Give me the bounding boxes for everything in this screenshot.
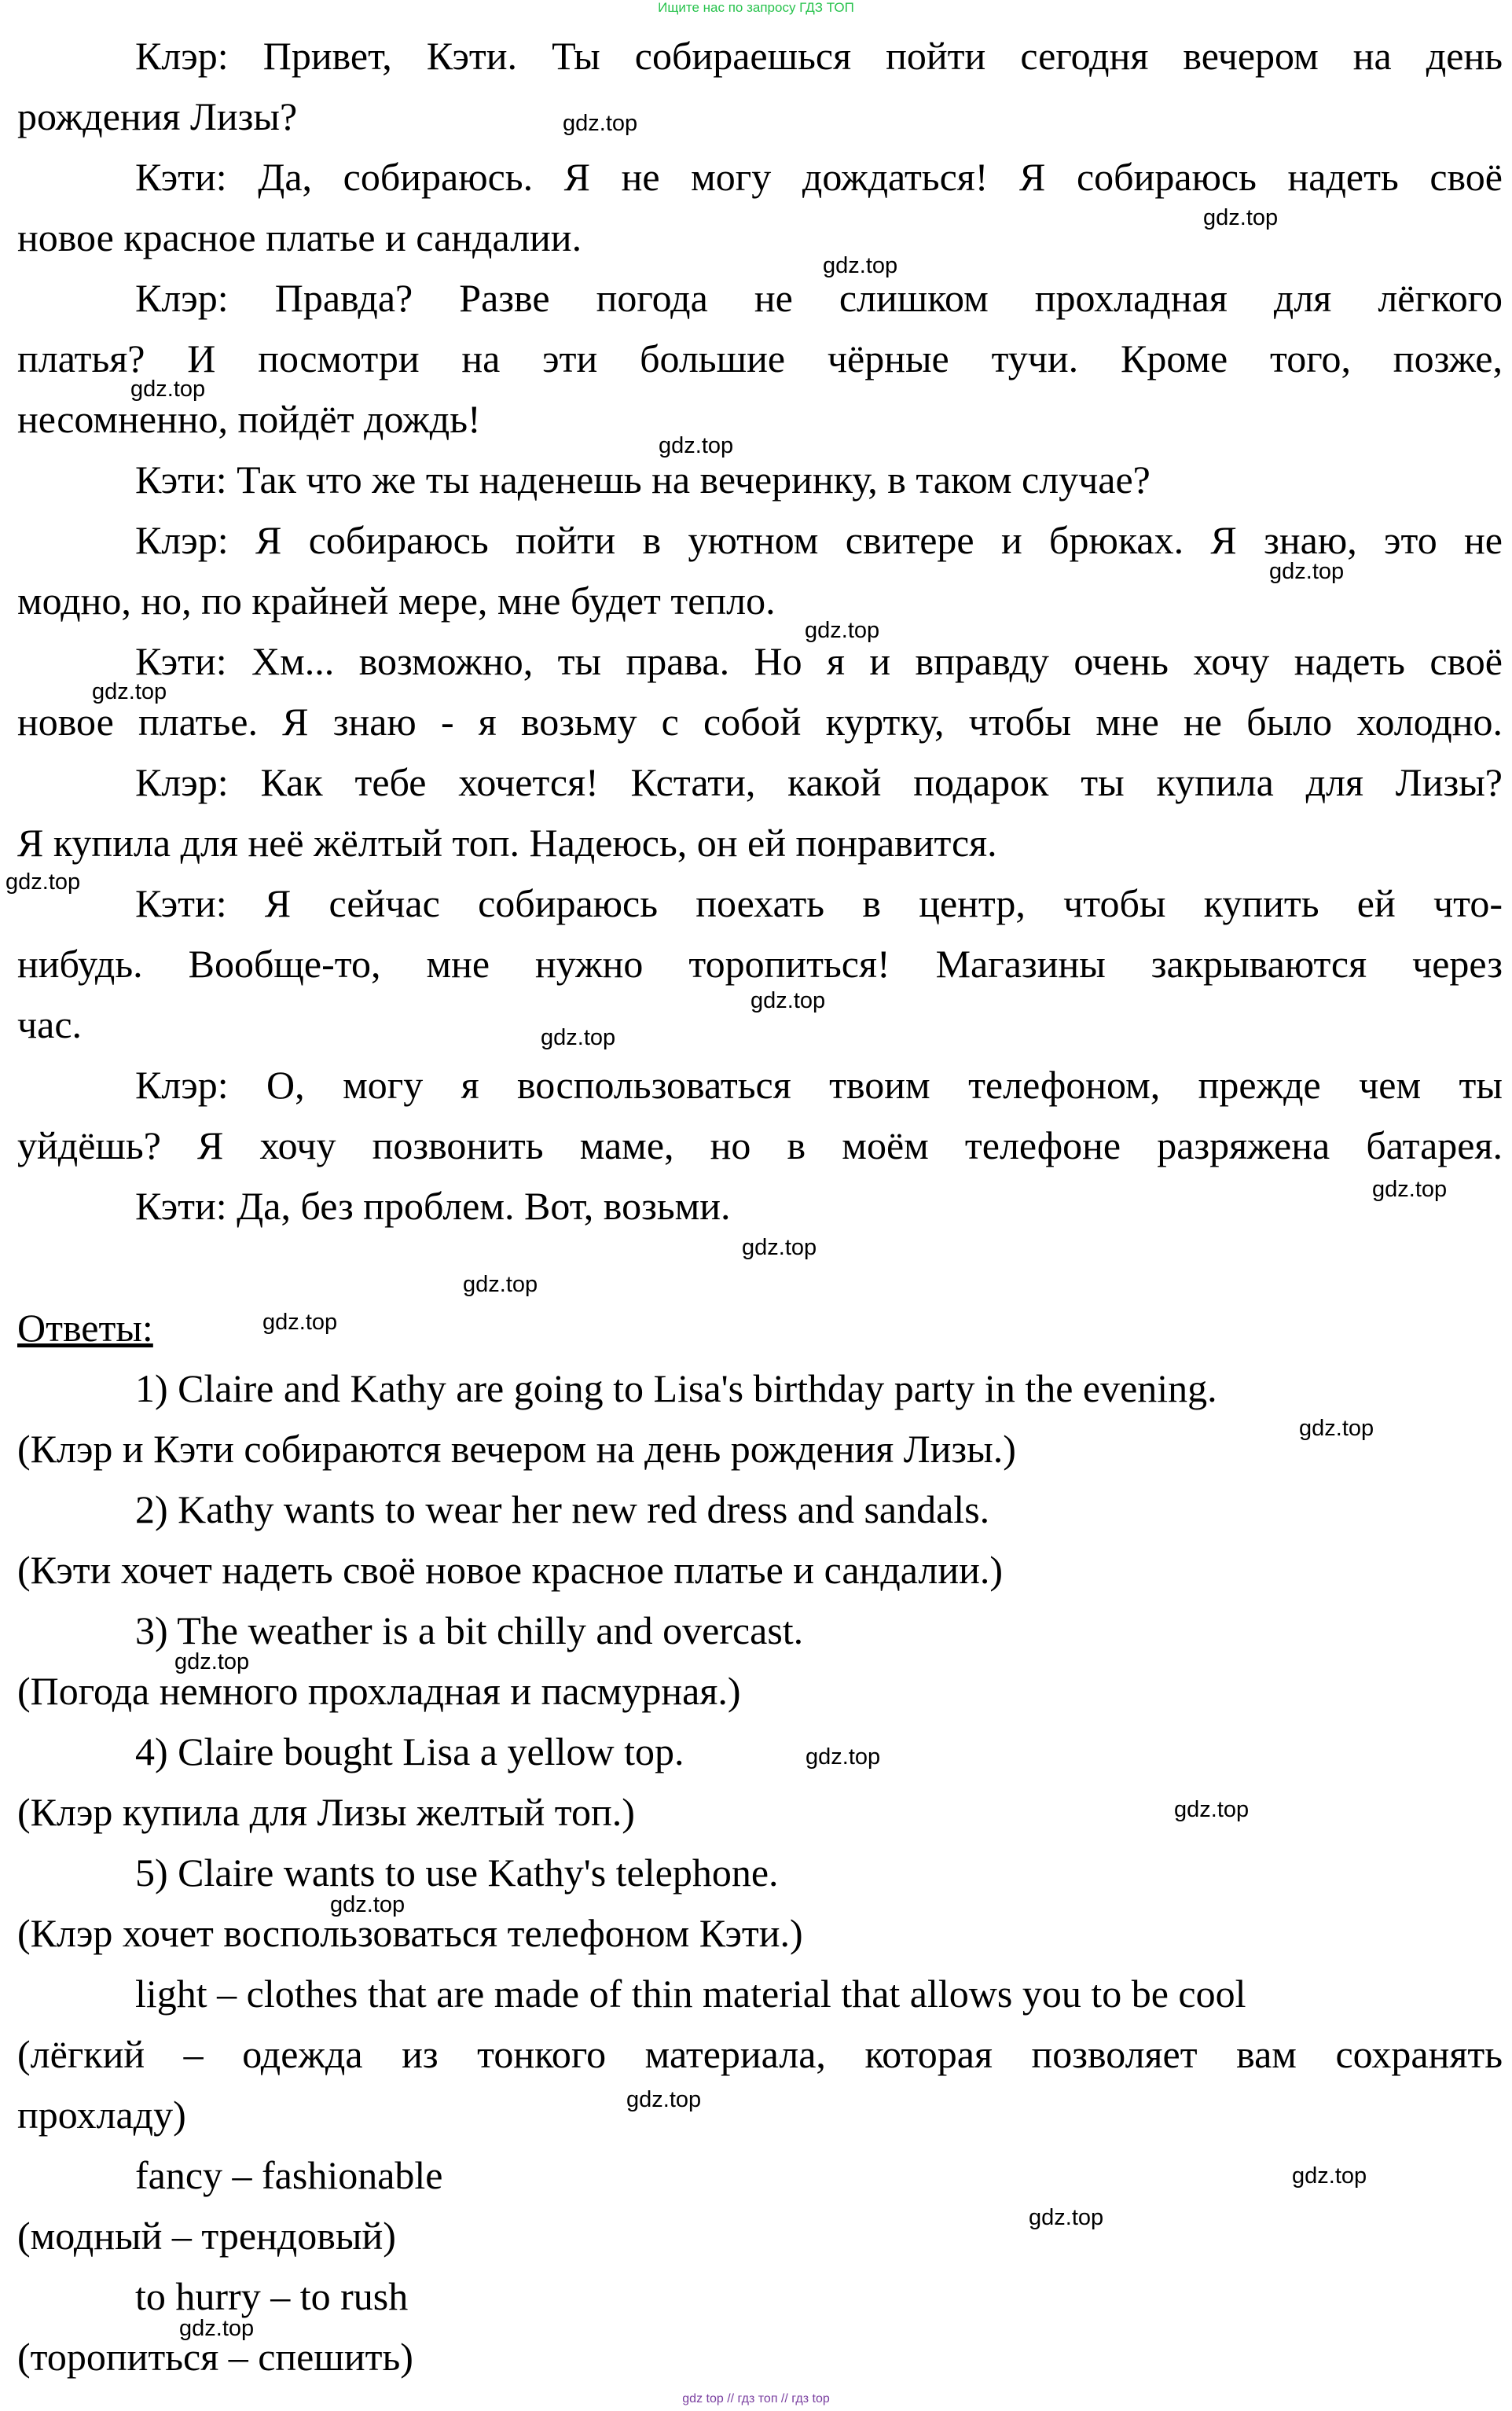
vocab-line: to hurry – to rush — [135, 2274, 409, 2318]
watermark-text: gdz.top — [805, 618, 880, 643]
dialogue-line: Я купила для неё жёлтый топ. Надеюсь, он ей понравится. — [17, 821, 997, 865]
dialogue-line: Кэти: Хм... возможно, ты права. Но я и вправду очень хочу надеть своё — [135, 639, 1503, 683]
answer-line: 3) The weather is a bit chilly and overcast. — [135, 1608, 804, 1652]
watermark-text: gdz.top — [626, 2087, 702, 2112]
vocab-line: (торопиться – спешить) — [17, 2335, 413, 2379]
dialogue-line: Кэти: Да, без проблем. Вот, возьми. — [135, 1184, 731, 1228]
answer-line: (Кэти хочет надеть своё новое красное платье и сандалии.) — [17, 1548, 1004, 1592]
vocab-line: fancy – fashionable — [135, 2153, 443, 2197]
watermark-text: gdz.top — [742, 1235, 817, 1260]
dialogue-line: Клэр: Привет, Кэти. Ты собираешься пойти сегодня вечером на день — [135, 34, 1503, 78]
answer-line: (Клэр хочет воспользоваться телефоном Кэти.) — [17, 1911, 803, 1955]
watermark-text: gdz.top — [563, 111, 638, 136]
vocab-line: прохладу) — [17, 2093, 186, 2137]
dialogue-line: новое платье. Я знаю - я возьму с собой куртку, чтобы мне не было холодно. — [17, 700, 1503, 744]
dialogue-line: Клэр: Я собираюсь пойти в уютном свитере и брюках. Я знаю, это не — [135, 518, 1503, 562]
watermark-text: gdz.top — [823, 253, 898, 278]
vocab-line: light – clothes that are made of thin material that allows you to be cool — [135, 1972, 1246, 2016]
answer-line: 4) Claire bought Lisa a yellow top. — [135, 1729, 684, 1773]
answer-line: (Клэр и Кэти собираются вечером на день рождения Лизы.) — [17, 1427, 1016, 1471]
dialogue-line: Кэти: Так что же ты наденешь на вечеринку, в таком случае? — [135, 458, 1151, 502]
watermark-text: gdz.top — [130, 377, 206, 402]
vocab-line: (лёгкий – одежда из тонкого материала, которая позволяет вам сохранять — [17, 2032, 1503, 2076]
header-note: Ищите нас по запросу ГДЗ ТОП — [658, 0, 854, 15]
answer-line: (Погода немного прохладная и пасмурная.) — [17, 1669, 741, 1713]
footer-note: gdz top // гдз топ // гдз top — [682, 2392, 830, 2405]
watermark-text: gdz.top — [6, 869, 81, 895]
dialogue-line: новое красное платье и сандалии. — [17, 215, 582, 259]
dialogue-line: уйдёшь? Я хочу позвонить маме, но в моём телефоне разряжена батарея. — [17, 1123, 1503, 1167]
watermark-text: gdz.top — [1299, 1416, 1374, 1441]
dialogue-line: модно, но, по крайней мере, мне будет тепло. — [17, 579, 776, 623]
answer-line: 2) Kathy wants to wear her new red dress and sandals. — [135, 1487, 990, 1531]
watermark-text: gdz.top — [1174, 1797, 1250, 1822]
watermark-text: gdz.top — [806, 1744, 881, 1770]
watermark-text: gdz.top — [179, 2316, 255, 2341]
watermark-text: gdz.top — [750, 988, 826, 1013]
vocab-line: (модный – трендовый) — [17, 2214, 396, 2258]
dialogue-line: Клэр: Как тебе хочется! Кстати, какой подарок ты купила для Лизы? — [135, 760, 1503, 804]
dialogue-line: час. — [17, 1002, 83, 1046]
watermark-text: gdz.top — [174, 1649, 250, 1674]
dialogue-line: платья? И посмотри на эти большие чёрные тучи. Кроме того, позже, — [17, 336, 1503, 380]
dialogue-line: Клэр: О, могу я воспользоваться твоим телефоном, прежде чем ты — [135, 1063, 1503, 1107]
watermark-text: gdz.top — [1269, 559, 1345, 584]
watermark-text: gdz.top — [330, 1892, 406, 1917]
watermark-text: gdz.top — [541, 1025, 616, 1050]
answer-line: (Клэр купила для Лизы желтый топ.) — [17, 1790, 635, 1834]
answer-line: 5) Claire wants to use Kathy's telephone. — [135, 1851, 779, 1895]
watermark-text: gdz.top — [92, 679, 167, 704]
answers-heading — [17, 1298, 1503, 1358]
watermark-text: gdz.top — [1372, 1177, 1448, 1202]
dialogue-line: несомненно, пойдёт дождь! — [17, 397, 481, 441]
watermark-text: gdz.top — [463, 1272, 538, 1297]
dialogue-line: Кэти: Я сейчас собираюсь поехать в центр, чтобы купить ей что- — [135, 881, 1503, 925]
dialogue-line: Клэр: Правда? Разве погода не слишком прохладная для лёгкого — [135, 276, 1503, 320]
watermark-text: gdz.top — [1029, 2205, 1104, 2230]
dialogue-line: нибудь. Вообще-то, мне нужно торопиться! Магазины закрываются через — [17, 942, 1503, 986]
watermark-text: gdz.top — [1292, 2163, 1367, 2189]
dialogue-line: Кэти: Да, собираюсь. Я не могу дождаться! Я собираюсь надеть своё — [135, 155, 1503, 199]
watermark-text: gdz.top — [262, 1310, 338, 1335]
answers-title: Ответы: — [17, 1306, 153, 1350]
watermark-text: gdz.top — [1203, 205, 1279, 230]
watermark-text: gdz.top — [659, 433, 734, 458]
dialogue-line: рождения Лизы? — [17, 94, 298, 138]
answer-line: 1) Claire and Kathy are going to Lisa's birthday party in the evening. — [135, 1366, 1217, 1410]
